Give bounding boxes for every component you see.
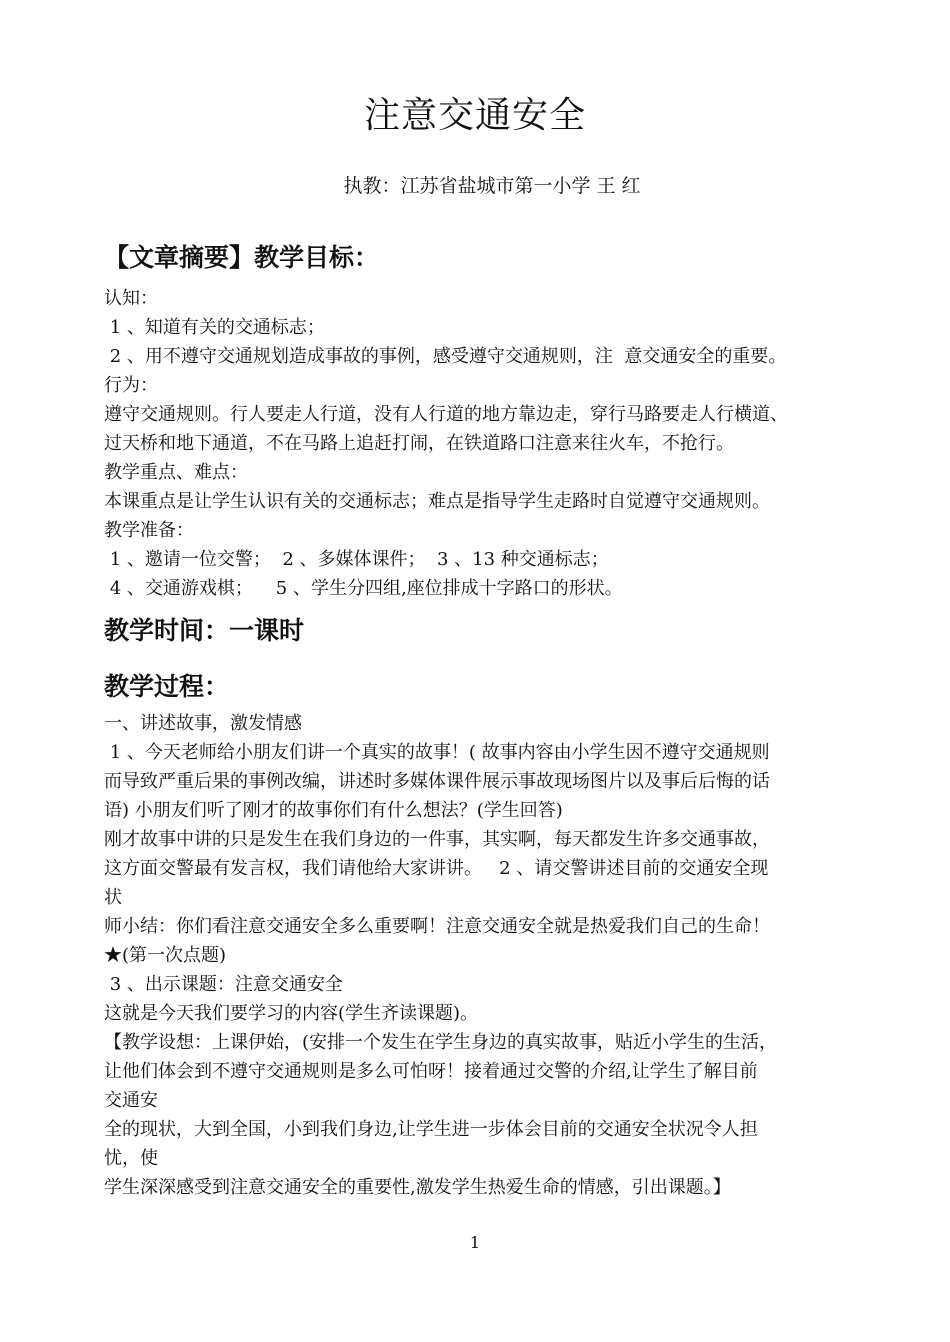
document-title: 注意交通安全 [363,95,586,136]
text-line: 教学准备： [104,520,194,541]
goals-section [104,284,930,603]
text-line: 全的现状，大到全国，小到我们身边,让学生进一步体会目前的交通安全状况令人担 [104,1119,758,1140]
process-section [104,709,930,1202]
text-line: 交通安 [104,1090,158,1111]
text-line: 教学重点、难点： [104,462,248,483]
text-line: 1 、邀请一位交警； 2 、多媒体课件； 3 、13 种交通标志； [104,549,609,570]
text-line: 学生深深感受到注意交通安全的重要性,激发学生热爱生命的情感，引出课题。】 [104,1177,731,1198]
text-line: ★(第一次点题) [104,945,227,966]
author-line: 执教：江苏省盐城市第一小学 王 红 [343,175,641,197]
section-heading-time: 教学时间：一课时 [104,616,305,645]
document-body [104,236,930,1202]
text-line: 4 、交通游戏棋； 5 、学生分四组,座位排成十字路口的形状。 [104,578,623,599]
text-line: 【教学设想：上课伊始，(安排一个发生在学生身边的真实故事，贴近小学生的生活， [104,1032,778,1053]
section-heading-process: 教学过程： [104,672,230,701]
text-line: 让他们体会到不遵守交通规则是多么可怕呀！接着通过交警的介绍,让学生了解目前 [104,1061,758,1082]
text-line: 忧，使 [104,1148,158,1169]
section-heading-summary: 【文章摘要】教学目标： [104,243,380,272]
text-line: 师小结：你们看注意交通安全多么重要啊！注意交通安全就是热爱我们自己的生命！ [104,916,770,937]
text-line: 语) 小朋友们听了刚才的故事你们有什么想法？(学生回答) [104,800,563,821]
text-line: 2 、用不遵守交通规划造成事故的事例，感受遵守交通规则，注 意交通安全的重要。 [104,346,787,367]
text-line: 认知： [104,288,158,309]
text-line: 过天桥和地下通道，不在马路上追赶打闹，在铁道路口注意来往火车，不抢行。 [104,433,734,454]
text-line: 1 、知道有关的交通标志； [104,317,325,338]
text-line: 遵守交通规则。行人要走人行道，没有人行道的地方靠边走，穿行马路要走人行横道、 [104,404,788,425]
text-line: 这方面交警最有发言权，我们请他给大家讲讲。 2 、请交警讲述目前的交通安全现 [104,858,769,879]
text-line: 状 [104,887,122,908]
page-number: 1 [469,1233,481,1252]
text-line: 1 、今天老师给小朋友们讲一个真实的故事！( 故事内容由小学生因不遵守交通规则 [104,742,770,763]
text-line: 一、讲述故事，激发情感 [104,713,302,734]
text-line: 行为： [104,375,158,396]
text-line: 刚才故事中讲的只是发生在我们身边的一件事，其实啊，每天都发生许多交通事故， [104,829,770,850]
text-line: 本课重点是让学生认识有关的交通标志；难点是指导学生走路时自觉遵守交通规则。 [104,491,770,512]
text-line: 这就是今天我们要学习的内容(学生齐读课题)。 [104,1003,479,1024]
text-line: 3 、出示课题：注意交通安全 [104,974,343,995]
text-line: 而导致严重后果的事例改编，讲述时多媒体课件展示事故现场图片以及事后后悔的话 [104,771,770,792]
